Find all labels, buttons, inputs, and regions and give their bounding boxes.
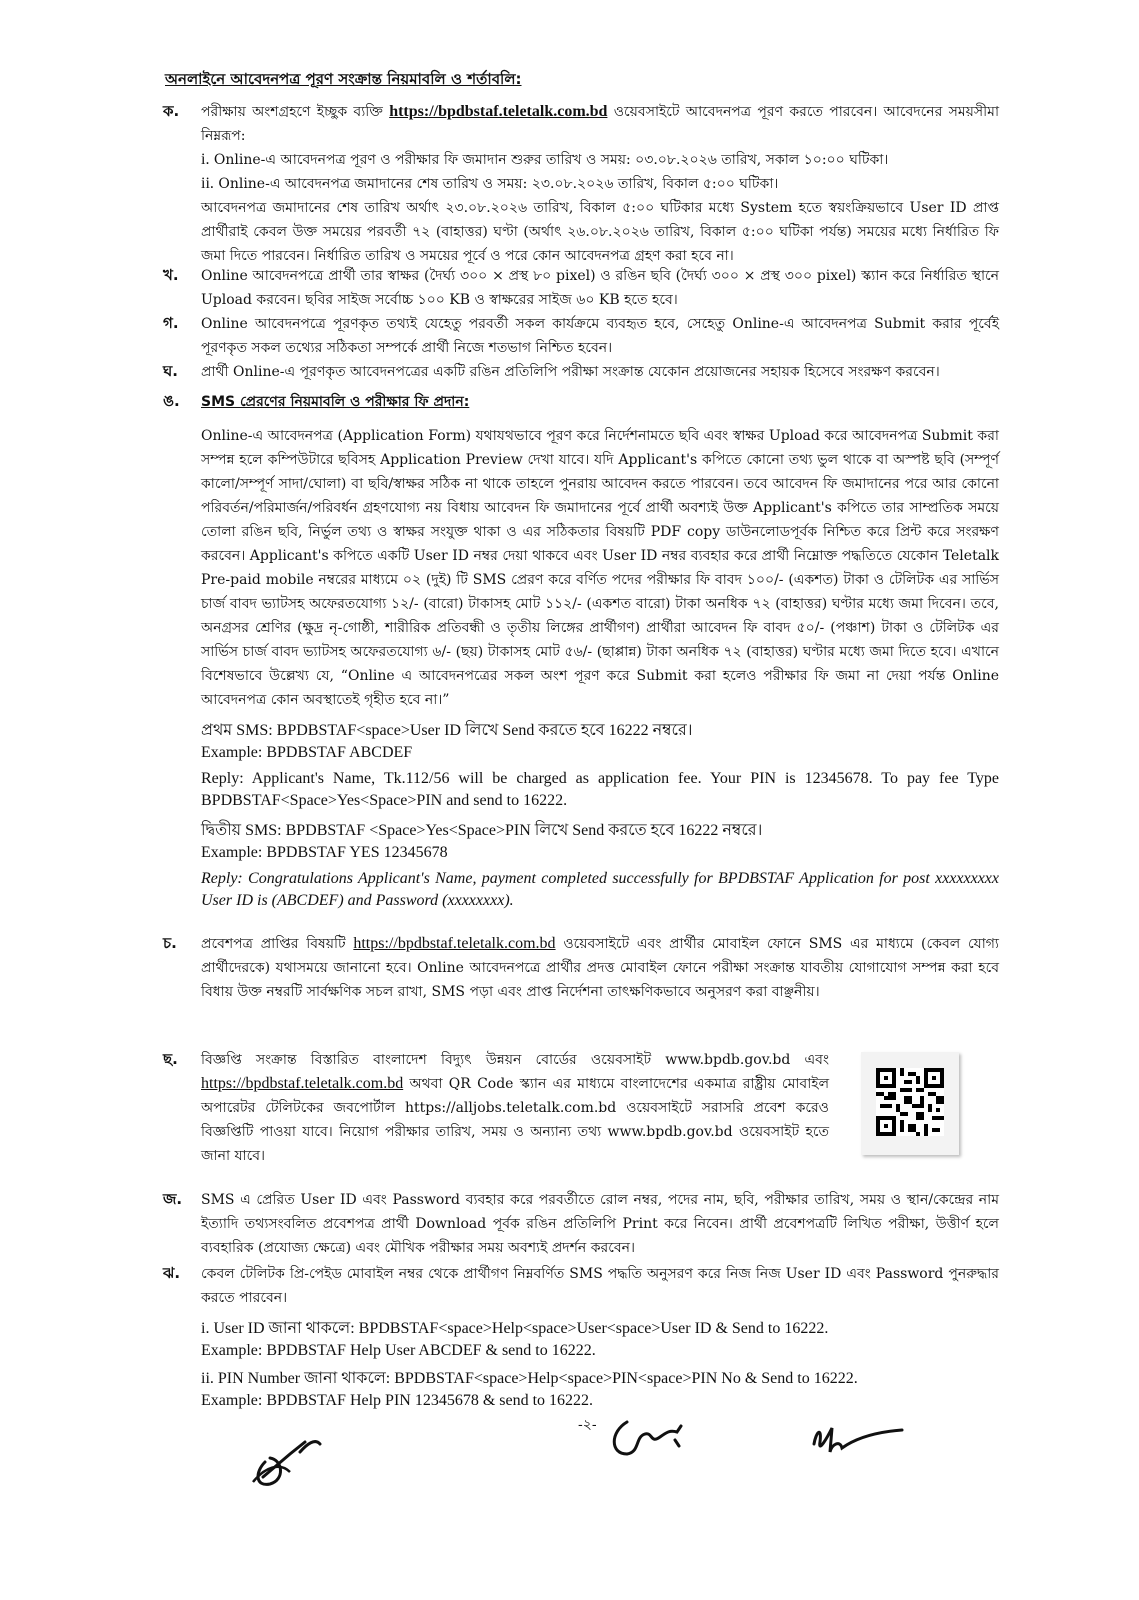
deadline-note: আবেদনপত্র জমাদানের শেষ তারিখ অর্থাৎ ২৩.০৮.২০২৬ তারিখ, বিকাল ৫:০০ ঘটিকার মধ্যে System হতে স্বয়ংক্রিয়ভাবে User ID প্রাপ্ত প্রার্থীরাই কেবল উক্ত সময়ের পরবর্তী ৭২ (বাহাত্তর) ঘণ্টা (অর্থাৎ ২৬.০৮.২০২৬ তারিখ, বিকাল ৫:০০ ঘটিকা পর্যন্ত) সময়ের মধ্যে নির্ধারিত ফি জমা দিতে পারবেন। নির্ধারিত তারিখ ও সময়ের পূর্বে ও পরে কোন আবেদনপত্র গ্রহণ করা হবে না। <box>201 200 1000 264</box>
qr-code[interactable] <box>861 1052 959 1155</box>
sub-number: ii. <box>201 175 214 192</box>
item-marker: জ. <box>163 1190 183 1208</box>
item-gha <box>163 360 999 384</box>
recovery-pin: ii. PIN Number জানা থাকলে: BPDBSTAF<space>Help<space>PIN<space>PIN No & Send to 16222. <box>201 1370 858 1387</box>
item-marker: ক. <box>163 102 180 120</box>
sms1-instruction: প্রথম SMS: BPDBSTAF<space>User ID লিখে Send করতে হবে 16222 নম্বরে। <box>201 722 693 739</box>
sms2-instruction: দ্বিতীয় SMS: BPDBSTAF <Space>Yes<Space>PIN লিখে Send করতে হবে 16222 নম্বরে। <box>201 822 763 839</box>
admit-pre-text: প্রবেশপত্র প্রাপ্তির বিষয়টি <box>201 936 346 952</box>
sms2-reply: Reply: Congratulations Applicant's Name, payment completed successfully for BPDBSTAF Application for post xxxxxxxxx User ID is (ABCDEF) and Password (xxxxxxxx). <box>201 870 999 909</box>
item-marker: ছ. <box>163 1050 178 1068</box>
item-ka <box>163 100 999 268</box>
teletalk-link[interactable]: https://bpdbstaf.teletalk.com.bd <box>353 935 556 952</box>
item-marker: চ. <box>163 934 177 952</box>
item-marker: ঘ. <box>163 362 178 380</box>
item-ga <box>163 312 999 360</box>
accuracy-text: Online আবেদনপত্রে পূরণকৃত তথ্যই যেহেতু পরবর্তী সকল কার্যক্রমে ব্যবহৃত হবে, সেহেতু Online-এ আবেদনপত্র Submit করার পূর্বেই পূরণকৃত সকল তথ্যের সঠিকতা সম্পর্কে প্রার্থী নিজে শতভাগ নিশ্চিত হবেন। <box>201 316 999 356</box>
sms1-reply: Reply: Applicant's Name, Tk.112/56 will be charged as application fee. Your PIN is 12345678. To pay fee Type BPDBSTAF<Space>Yes<Space>PIN and send to 16222. <box>201 770 999 809</box>
item-marker: ঙ. <box>163 392 180 410</box>
sub-number: i. <box>201 151 210 168</box>
admit-download-text: SMS এ প্রেরিত User ID এবং Password ব্যবহার করে পরবর্তীতে রোল নম্বর, পদের নাম, ছবি, পরীক্ষার তারিখ, সময় ও স্থান/কেন্দ্রের নাম ইত্যাদি তথ্যসংবলিত প্রবেশপত্র প্রার্থী Download পূর্বক রঙিন প্রতিলিপি Print করে নিবেন। প্রার্থী প্রবেশপত্রটি লিখিত পরীক্ষা, উত্তীর্ণ হলে ব্যবহারিক (প্রযোজ্য ক্ষেত্রে) এবং মৌখিক পরীক্ষার সময় অবশ্যই প্রদর্শন করবেন। <box>201 1192 999 1256</box>
copy-keep-text: প্রার্থী Online-এ পূরণকৃত আবেদনপত্রের একটি রঙিন প্রতিলিপি পরীক্ষা সংক্রান্ত যেকোন প্রয়োজনের সহায়ক হিসেবে সংরক্ষণ করবেন। <box>201 364 940 380</box>
page-number: -২- <box>578 1417 597 1433</box>
circular-pre-text: বিজ্ঞপ্তি সংক্রান্ত বিস্তারিত বাংলাদেশ বিদ্যুৎ উন্নয়ন বোর্ডের ওয়েবসাইট www.bpdb.gov.bd এবং <box>201 1052 829 1068</box>
signature-right <box>806 1414 906 1464</box>
admit-post-text: ওয়েবসাইটে এবং প্রার্থীর মোবাইল ফোনে SMS এর মাধ্যমে (কেবল যোগ্য প্রার্থীদেরকে) যথাসময়ে জানানো হবে। Online আবেদনপত্রে প্রার্থীর প্রদত্ত মোবাইল ফোনে পরীক্ষা সংক্রান্ত যাবতীয় যোগাযোগ সম্পন্ন করা হবে বিধায় উক্ত নম্বরটি সার্বক্ষণিক সচল রাখা, SMS পড়া এবং প্রাপ্ত নির্দেশনা তাৎক্ষণিকভাবে অনুসরণ করা বাঞ্ছনীয়। <box>201 936 999 1000</box>
qr-code-icon <box>876 1068 944 1136</box>
end-date-text: Online-এ আবেদনপত্র জমাদানের শেষ তারিখ ও সময়: ২৩.০৮.২০২৬ তারিখ, বিকাল ৫:০০ ঘটিকা। <box>218 176 779 192</box>
recovery-pin-example: Example: BPDBSTAF Help PIN 12345678 & send to 16222. <box>201 1392 594 1409</box>
signature-middle <box>605 1412 695 1462</box>
item-ja <box>163 1188 999 1260</box>
recovery-userid: i. User ID জানা থাকলে: BPDBSTAF<space>Help<space>User<space>User ID & Send to 16222. <box>201 1320 829 1337</box>
page-title: অনলাইনে আবেদনপত্র পূরণ সংক্রান্ত নিয়মাবলি ও শর্তাবলি: <box>165 70 522 88</box>
item-ka-intro-rest: ওয়েবসাইটে আবেদনপত্র পূরণ করতে পারবেন। আবেদনের সময়সীমা নিম্নরূপ: <box>201 104 1000 144</box>
item-kha <box>163 264 999 312</box>
item-marker: গ. <box>163 314 179 332</box>
item-uma <box>163 390 999 912</box>
start-date-text: Online-এ আবেদনপত্র পূরণ ও পরীক্ষার ফি জমাদান শুরুর তারিখ ও সময়: ০৩.০৮.২০২৬ তারিখ, সকাল ১০:০০ ঘটিকা। <box>213 152 889 168</box>
teletalk-link[interactable]: https://bpdbstaf.teletalk.com.bd <box>201 1075 404 1092</box>
item-chha <box>163 1048 829 1168</box>
item-marker: ঝ. <box>163 1264 181 1282</box>
item-ka-intro: পরীক্ষায় অংশগ্রহণে ইচ্ছুক ব্যক্তি <box>201 104 383 120</box>
sms1-example: Example: BPDBSTAF ABCDEF <box>201 744 413 761</box>
recovery-intro: কেবল টেলিটক প্রি-পেইড মোবাইল নম্বর থেকে প্রার্থীগণ নিম্নবর্ণিত SMS পদ্ধতি অনুসরণ করে নিজ নিজ User ID এবং Password পুনরুদ্ধার করতে পারবেন। <box>201 1266 999 1306</box>
item-marker: খ. <box>163 266 179 284</box>
sms2-example: Example: BPDBSTAF YES 12345678 <box>201 844 448 861</box>
signature-left <box>245 1432 335 1492</box>
sms-section-heading: SMS প্রেরণের নিয়মাবলি ও পরীক্ষার ফি প্রদান: <box>201 394 470 410</box>
teletalk-link[interactable]: https://bpdbstaf.teletalk.com.bd <box>389 103 608 120</box>
item-jha <box>163 1262 999 1412</box>
sms-fee-paragraph: Online-এ আবেদনপত্র (Application Form) যথাযথভাবে পূরণ করে নির্দেশনামতে ছবি এবং স্বাক্ষর Upload করে আবেদনপত্র Submit করা সম্পন্ন হলে কম্পিউটারে ছবিসহ Application Preview দেখা যাবে। যদি Applicant's কপিতে কোনো তথ্য ভুল থাকে বা অস্পষ্ট ছবি (সম্পূর্ণ কালো/সম্পূর্ণ সাদা/ঘোলা) বা ছবি/স্বাক্ষর সঠিক না থাকে তাহলে পুনরায় আবেদন করতে পারবেন। তবে আবেদন ফি জমাদানের পরে আর কোনো পরিবর্তন/পরিমার্জন/পরিবর্ধন গ্রহণযোগ্য নয় বিধায় আবেদন ফি জমাদানের পূর্বে প্রার্থী অবশ্যই উক্ত Applicant's কপিতে তার সাম্প্রতিক সময়ে তোলা রঙিন ছবি, নির্ভুল তথ্য ও স্বাক্ষর সংযুক্ত থাকা ও এর সঠিকতার বিষয়টি PDF copy ডাউনলোডপূর্বক নিশ্চিত করে প্রিন্ট করে সংরক্ষণ করবেন। Applicant's কপিতে একটি User ID নম্বর দেয়া থাকবে এবং User ID নম্বর ব্যবহার করে প্রার্থী নিম্নোক্ত পদ্ধতিতে যেকোন Teletalk Pre-paid mobile নম্বরের মাধ্যমে ০২ (দুই) টি SMS প্রেরণ করে বর্ণিত পদের পরীক্ষার ফি বাবদ ১০০/- (একশত) টাকা ও টেলিটক এর সার্ভিস চার্জ বাবদ ভ্যাটসহ অফেরতযোগ্য ১২/- (বারো) টাকাসহ মোট ১১২/- (একশত বারো) টাকা অনধিক ৭২ (বাহাত্তর) ঘণ্টার মধ্যে জমা দিবেন। তবে, অনগ্রসর শ্রেণির (ক্ষুদ্র নৃ-গোষ্ঠী, শারীরিক প্রতিবন্ধী ও তৃতীয় লিঙ্গের প্রার্থীগণ) প্রার্থীরা আবেদন ফি বাবদ ৫০/- (পঞ্চাশ) টাকা ও টেলিটক এর সার্ভিস চার্জ বাবদ ভ্যাটসহ অফেরতযোগ্য ৬/- (ছয়) টাকাসহ মোট ৫৬/- (ছাপ্পান্ন) টাকা অনধিক ৭২ (বাহাত্তর) ঘণ্টার মধ্যে জমা দিতে হবে। এখানে বিশেষভাবে উল্লেখ্য যে, “Online এ আবেদনপত্রের সকল অংশ পূরণ করে Submit করা হলেও পরীক্ষার ফি জমা না দেয়া পর্যন্ত Online আবেদনপত্র কোন অবস্থাতেই গৃহীত হবে না।” <box>201 428 999 708</box>
recovery-userid-example: Example: BPDBSTAF Help User ABCDEF & send to 16222. <box>201 1342 596 1359</box>
item-cha <box>163 932 999 1004</box>
circular-post-text: অথবা QR Code স্ক্যান এর মাধ্যমে বাংলাদেশের একমাত্র রাষ্ট্রীয় মোবাইল অপারেটর টেলিটকের জবপোর্টাল https://alljobs.teletalk.com.bd ওয়েবসাইটে সরাসরি প্রবেশ করেও বিজ্ঞপ্তিটি পাওয়া যাবে। নিয়োগ পরীক্ষার তারিখ, সময় ও অন্যান্য তথ্য www.bpdb.gov.bd ওয়েবসাইট হতে জানা যাবে। <box>201 1076 829 1164</box>
upload-rules-text: Online আবেদনপত্রে প্রার্থী তার স্বাক্ষর (দৈর্ঘ্য ৩০০ × প্রস্থ ৮০ pixel) ও রঙিন ছবি (দৈর্ঘ্য ৩০০ × প্রস্থ ৩০০ pixel) স্ক্যান করে নির্ধারিত স্থানে Upload করবেন। ছবির সাইজ সর্বোচ্চ ১০০ KB ও স্বাক্ষরের সাইজ ৬০ KB হতে হবে। <box>201 268 999 308</box>
